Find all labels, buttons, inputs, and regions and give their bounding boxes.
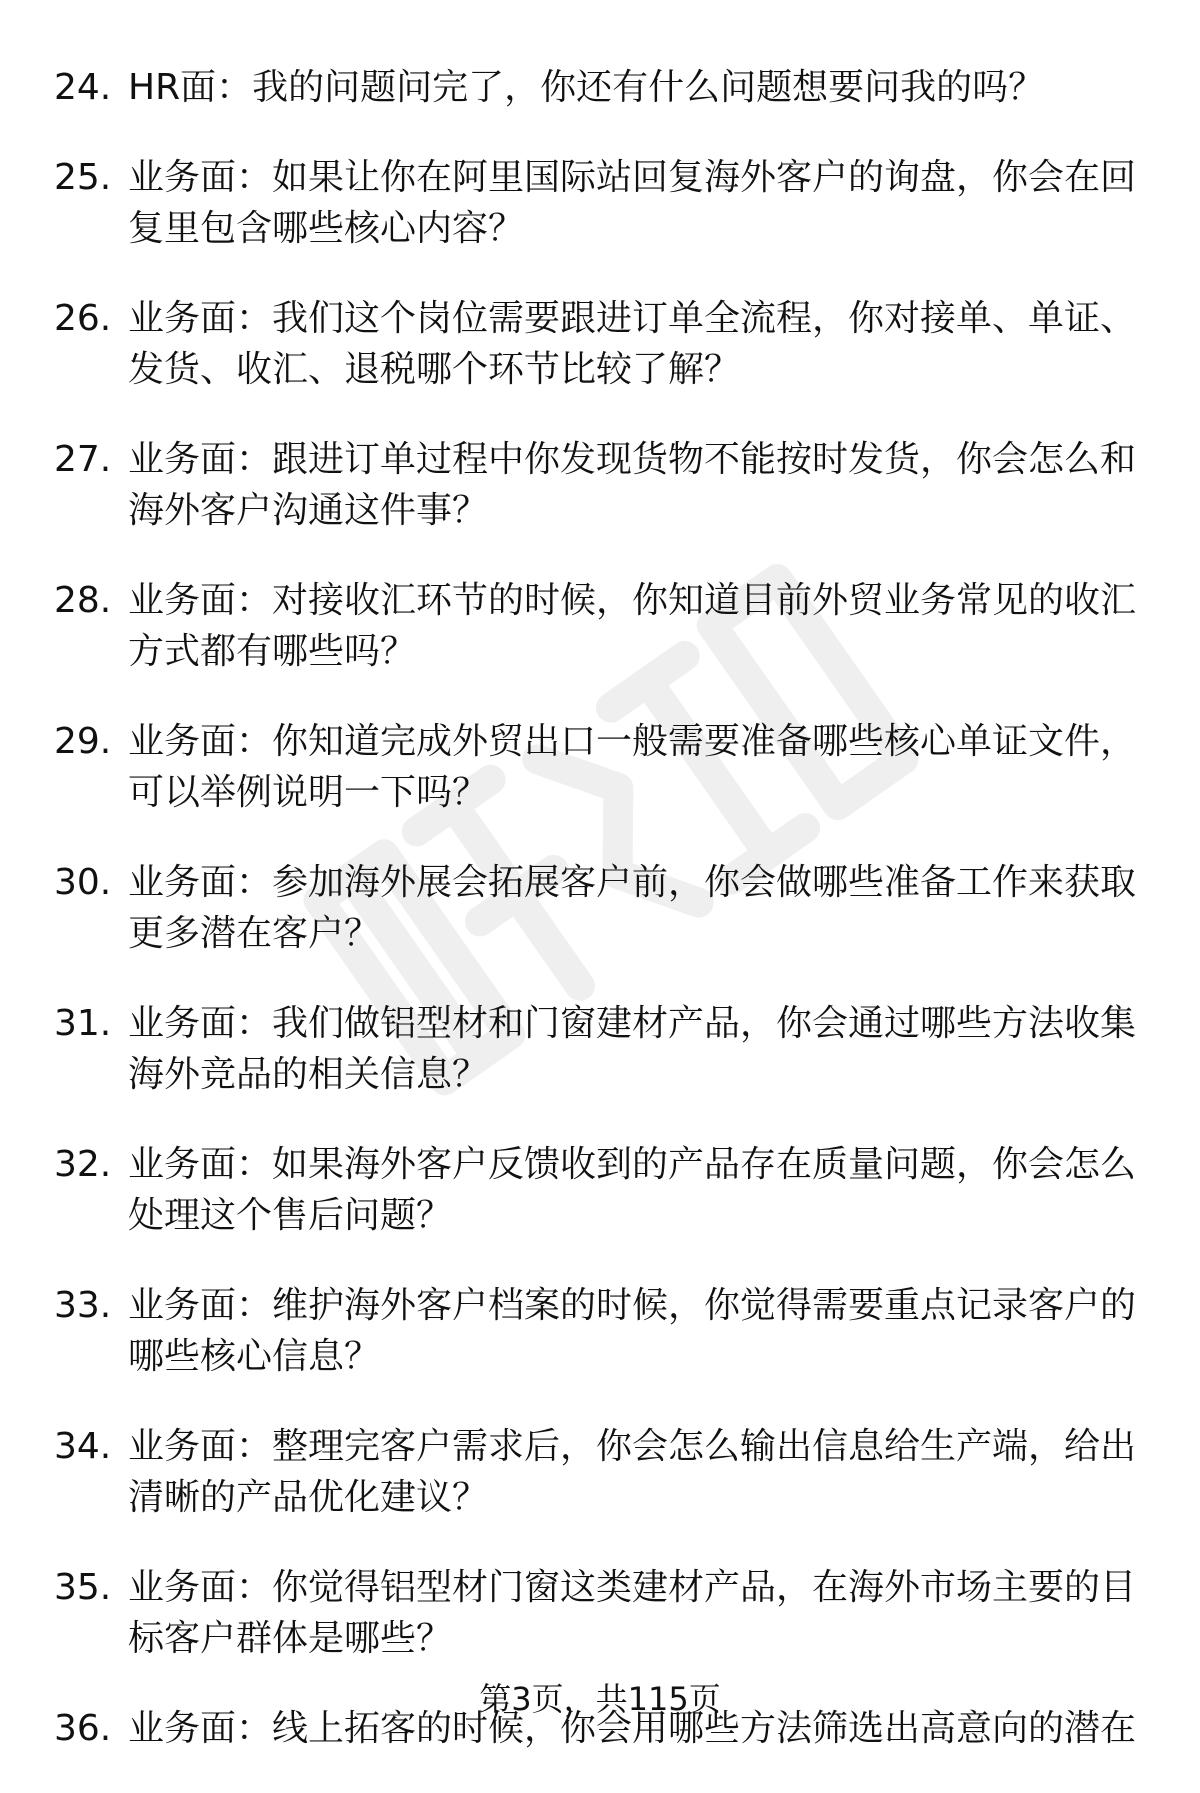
question-number: 28. (54, 580, 112, 621)
question-text: 业务面：对接收汇环节的时候，你知道目前外贸业务常见的收汇方式都有哪些吗？ (128, 580, 1137, 672)
question-item (0, 62, 1200, 113)
question-item (0, 1421, 1200, 1523)
question-list (0, 62, 1200, 1793)
question-number: 34. (54, 1426, 112, 1467)
question-number: 30. (54, 862, 112, 903)
question-number: 27. (54, 439, 112, 480)
question-item (0, 716, 1200, 818)
question-item (0, 998, 1200, 1100)
question-item (0, 1562, 1200, 1664)
question-number: 35. (54, 1567, 112, 1608)
question-item (0, 293, 1200, 395)
question-number: 24. (54, 67, 112, 108)
question-number: 32. (54, 1144, 112, 1185)
question-number: 25. (54, 157, 112, 198)
question-number: 36. (54, 1708, 112, 1749)
question-text: 业务面：如果海外客户反馈收到的产品存在质量问题，你会怎么处理这个售后问题？ (128, 1144, 1137, 1236)
question-text: 业务面：跟进订单过程中你发现货物不能按时发货，你会怎么和海外客户沟通这件事？ (128, 439, 1137, 531)
question-item (0, 434, 1200, 536)
question-item (0, 575, 1200, 677)
question-text: 业务面：维护海外客户档案的时候，你觉得需要重点记录客户的哪些核心信息？ (128, 1285, 1137, 1377)
question-item (0, 857, 1200, 959)
question-text: 业务面：如果让你在阿里国际站回复海外客户的询盘，你会在回复里包含哪些核心内容？ (128, 157, 1137, 249)
question-number: 29. (54, 721, 112, 762)
question-number: 31. (54, 1003, 112, 1044)
question-text: 业务面：我们做铝型材和门窗建材产品，你会通过哪些方法收集海外竞品的相关信息？ (128, 1003, 1137, 1095)
question-item (0, 152, 1200, 254)
question-text: 业务面：参加海外展会拓展客户前，你会做哪些准备工作来获取更多潜在客户？ (128, 862, 1137, 954)
question-item (0, 1280, 1200, 1382)
question-item (0, 1139, 1200, 1241)
question-text: 业务面：我们这个岗位需要跟进订单全流程，你对接单、单证、发货、收汇、退税哪个环节比较了解？ (128, 298, 1137, 390)
question-text: 业务面：整理完客户需求后，你会怎么输出信息给生产端，给出清晰的产品优化建议？ (128, 1426, 1137, 1518)
question-text: 业务面：你知道完成外贸出口一般需要准备哪些核心单证文件，可以举例说明一下吗？ (128, 721, 1137, 813)
question-text: 业务面：线上拓客的时候，你会用哪些方法筛选出高意向的潜在 (128, 1708, 1137, 1749)
page-number: 第3页，共115页 (479, 1680, 721, 1718)
question-text: HR面：我的问题问完了，你还有什么问题想要问我的吗？ (128, 67, 1045, 108)
question-number: 33. (54, 1285, 112, 1326)
question-number: 26. (54, 298, 112, 339)
question-text: 业务面：你觉得铝型材门窗这类建材产品，在海外市场主要的目标客户群体是哪些？ (128, 1567, 1137, 1659)
